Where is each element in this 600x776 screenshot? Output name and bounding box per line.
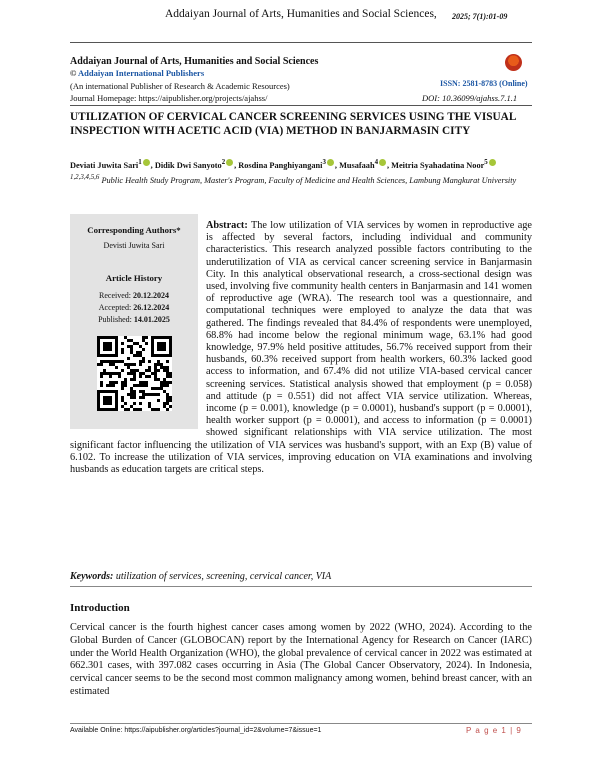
page-number: P a g e 1 | 9 bbox=[466, 726, 522, 735]
copyright-symbol: © bbox=[70, 68, 77, 78]
received-label: Received: bbox=[99, 291, 131, 300]
author-name: Meitria Syahadatina Noor bbox=[391, 160, 485, 170]
history-heading: Article History bbox=[105, 273, 163, 283]
corresponding-heading: Corresponding Authors* bbox=[87, 225, 181, 235]
author-sup: 1 bbox=[138, 159, 142, 166]
doi-link[interactable]: DOI: 10.36099/ajahss.7.1.1 bbox=[422, 93, 518, 103]
publisher-tagline: (An international Publisher of Research & Academic Resources) bbox=[70, 81, 290, 91]
publisher-logo-icon bbox=[505, 54, 522, 71]
author-sup: 2 bbox=[221, 159, 226, 166]
abstract-text: The low utilization of VIA services by women in reproductive age is affected by several factors, including individual and community characteristics. This research analyzed possible factors contributing to the underutilization of VIA as cervical cancer screening service in Banjarmasin City. In this analytical observational research, a cross-sectional design was used, involving five community health centers in Banjarmasin and 141 women of reproductive age (WRA). The research tool was a questionnaire, and computational techniques were employed to analyze the data that was gathered. The findings revealed that 84.4% of respondents were unemployed, 68.8% had income below the regional minimum wage, 63.1% had good knowledge, 97.9% held positive attitudes, 56.7% received support from their husbands, 60.3% received support from health workers, 60.3% lacked good access to information, and 67.4% did not utilize VIA-based cervical cancer screening services. Statistical analysis showed that employment (p = 0.058) and attitude (p = 0.551) did not affect VIA service utilization. Whereas, income (p = 0.001), knowledge (p = 0.0001), husband's support (p = 0.0001), health worker support (p = 0.0001), and access to information (p = 0.0001) showed significant relationships with VIA service utilization. The most significant factor influencing the utilization of VIA services was husband's support, with an Exp (B) value of 6.102. To increase the utilization of VIA services, improving education on VIA examinations and involving husbands as education targets are critical steps. bbox=[70, 220, 532, 476]
affiliation-text: Public Health Study Program, Master's Program, Faculty of Medicine and Health Sciences, Lambung Mangkurat University bbox=[101, 175, 517, 185]
author-sup: 3 bbox=[322, 159, 326, 166]
author-name: Musafaah bbox=[339, 160, 375, 170]
accepted-label: Accepted: bbox=[98, 303, 132, 312]
author-name: Rosdina Panghiyangani bbox=[238, 160, 323, 170]
introduction-heading: Introduction bbox=[70, 602, 130, 614]
abstract-label: Abstract: bbox=[206, 220, 248, 231]
header-rule bbox=[70, 42, 532, 43]
issn: ISSN: 2581-8783 (Online) bbox=[440, 79, 528, 88]
author-sup: 4 bbox=[374, 159, 379, 166]
orcid-icon[interactable] bbox=[379, 159, 386, 166]
author-list: Deviati Juwita Sari$^1$ , Didik Dwi Sanyoto$^2$ , Rosdina Panghiyangani$^3$ , Musafaah$^4$ , Meitria Syahadatina Noor$^5$ bbox=[70, 159, 540, 170]
corresponding-name: Devisti Juwita Sari bbox=[103, 241, 165, 250]
orcid-icon[interactable] bbox=[143, 159, 150, 166]
introduction-text: Cervical cancer is the fourth highest cancer cases among women by 2022 (WHO, 2024). According to the Global Burden of Cancer (GLOBOCAN) report by the International Agency for Research on Cancer (IARC) under the World Health Organization (WHO), the global prevalence of cervical cancer in 2022 was estimated at 662.301 cases, with 397.082 cases occurring in Asia (The Global Cancer Observatory, 2024). In Indonesia, cervical cancer seems to be the second most common malignancy among women, behind breast cancer, with an estimated bbox=[70, 622, 532, 697]
accepted-value: 26.12.2024 bbox=[133, 303, 170, 312]
affiliation bbox=[70, 172, 540, 186]
received-value: 20.12.2024 bbox=[132, 291, 169, 300]
footer-rule bbox=[70, 723, 532, 724]
author-sup: 5 bbox=[484, 159, 488, 166]
orcid-icon[interactable] bbox=[226, 159, 233, 166]
publisher-name: Addaiyan International Publishers bbox=[78, 68, 205, 78]
abstract-float-spacer bbox=[70, 220, 206, 428]
journal-name: Addaiyan Journal of Arts, Humanities and Social Sciences bbox=[70, 56, 319, 67]
affiliation-sup: 1,2,3,4,5,6 bbox=[70, 174, 100, 181]
orcid-icon[interactable] bbox=[489, 159, 496, 166]
author-name: Didik Dwi Sanyoto bbox=[154, 160, 222, 170]
author-name: Deviati Juwita Sari bbox=[70, 160, 139, 170]
published-value: 14.01.2025 bbox=[133, 315, 170, 324]
keywords bbox=[70, 571, 331, 582]
running-issue: 2025; 7(1):01-09 bbox=[452, 12, 508, 21]
footer-link[interactable]: Available Online: https://aipublisher.org/articles?journal_id=2&volume=7&issue=1 bbox=[70, 727, 322, 734]
masthead-rule bbox=[70, 105, 532, 106]
keywords-label: Keywords: bbox=[70, 571, 114, 582]
abstract bbox=[70, 220, 532, 476]
journal-homepage[interactable]: Journal Homepage: https://aipublisher.org/projects/ajahss/ bbox=[70, 93, 268, 103]
orcid-icon[interactable] bbox=[327, 159, 334, 166]
keywords-rule bbox=[70, 586, 532, 587]
paper-title: UTILIZATION OF CERVICAL CANCER SCREENING SERVICES USING THE VISUAL INSPECTION WITH ACETIC ACID (VIA) METHOD IN BANJARMASIN CITY bbox=[70, 111, 516, 137]
running-journal-title: Addaiyan Journal of Arts, Humanities and Social Sciences, bbox=[165, 8, 437, 20]
publisher bbox=[70, 68, 204, 78]
published-label: Published: bbox=[98, 315, 132, 324]
keywords-text: utilization of services, screening, cervical cancer, VIA bbox=[115, 571, 332, 582]
